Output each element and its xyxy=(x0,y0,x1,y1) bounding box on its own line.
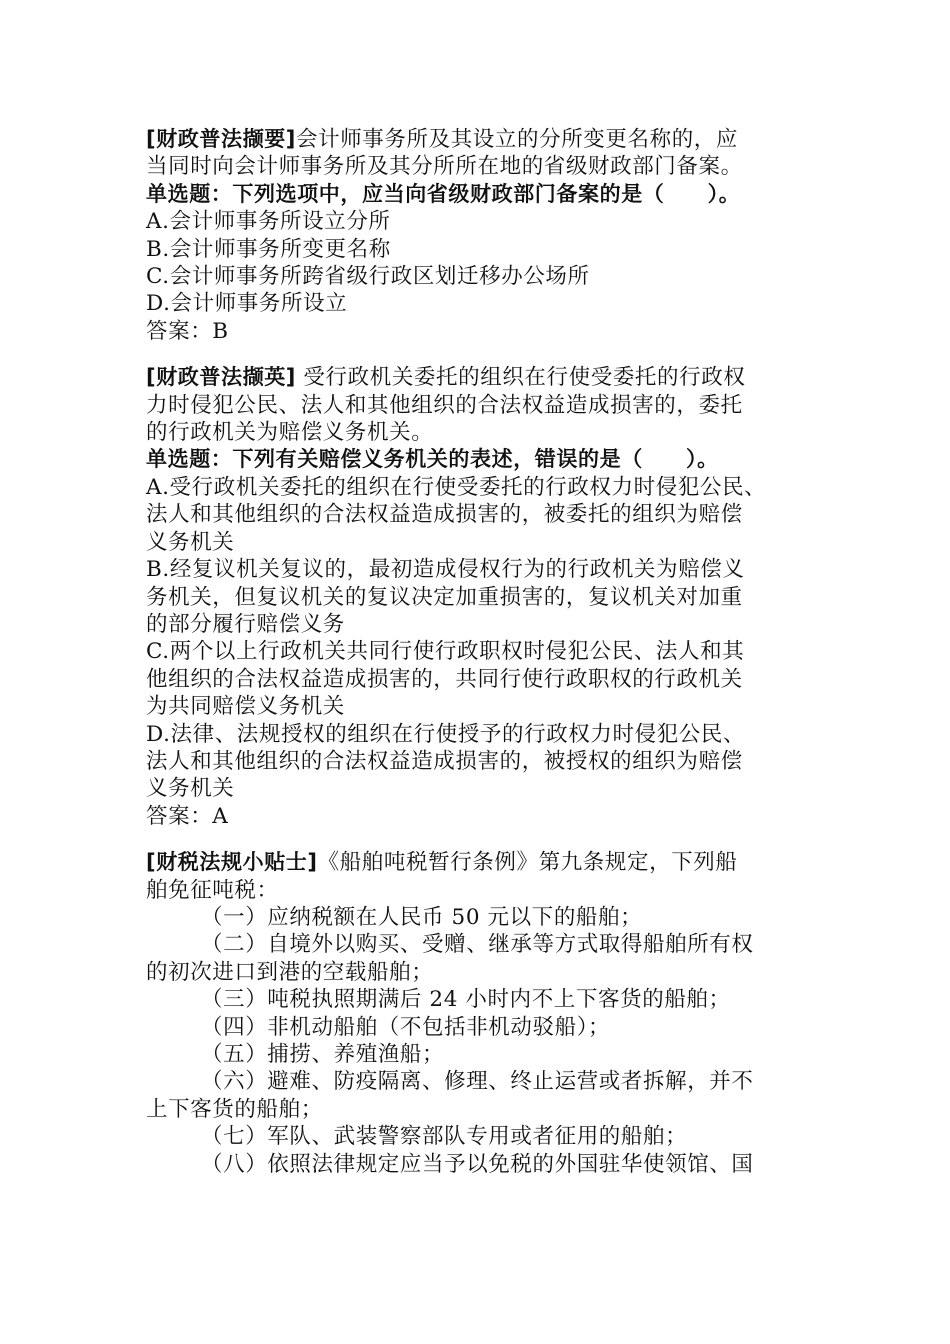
section2-option-line: 法人和其他组织的合法权益造成损害的，被授权的组织为赔偿 xyxy=(146,748,743,774)
section2-intro-1: 受行政机关委托的组织在行使受委托的行政权 xyxy=(296,365,746,391)
section2-option-line: 为共同赔偿义务机关 xyxy=(146,694,345,720)
section3-intro-2: 舶免征吨税： xyxy=(146,877,279,903)
section2-option-line: 他组织的合法权益造成损害的，共同行使行政职权的行政机关 xyxy=(146,666,743,692)
section1-option-a: A.会计师事务所设立分所 xyxy=(146,209,391,235)
section3-intro-1: 《船舶吨税暂行条例》第九条规定，下列船 xyxy=(317,850,738,876)
section2-option-line: D.法律、法规授权的组织在行使授予的行政权力时侵犯公民、 xyxy=(146,721,746,747)
section1-option-d: D.会计师事务所设立 xyxy=(146,291,348,317)
section2-option-line: B.经复议机关复议的，最初造成侵权行为的行政机关为赔偿义 xyxy=(146,557,745,583)
section2-option-line: 义务机关 xyxy=(146,776,235,802)
section2-intro-3: 的行政机关为赔偿义务机关。 xyxy=(146,420,434,446)
section3-item: （三）吨税执照期满后 24 小时内不上下客货的船舶； xyxy=(201,987,731,1013)
section2-tag: [财政普法撷英] xyxy=(146,365,296,390)
section1-intro-2: 当同时向会计师事务所及其分所所在地的省级财政部门备案。 xyxy=(146,154,743,180)
section3-item: （一）应纳税额在人民币 50 元以下的船舶； xyxy=(201,904,643,930)
section2-question: 单选题：下列有关赔偿义务机关的表述，错误的是（ ）。 xyxy=(146,447,719,472)
section2-intro-2: 力时侵犯公民、法人和其他组织的合法权益造成损害的，委托 xyxy=(146,392,743,418)
section1-tag: [财政普法撷要] xyxy=(146,127,296,151)
section2-option-line: 法人和其他组织的合法权益造成损害的，被委托的组织为赔偿 xyxy=(146,502,743,528)
section1-option-c: C.会计师事务所跨省级行政区划迁移办公场所 xyxy=(146,264,590,290)
section3-item: （二）自境外以购买、受赠、继承等方式取得船舶所有权 xyxy=(201,932,754,958)
section3-item: 的初次进口到港的空载船舶； xyxy=(146,959,434,985)
section3-item: （八）依照法律规定应当予以免税的外国驻华使领馆、国 xyxy=(201,1151,754,1177)
document-page xyxy=(146,126,806,1178)
section3-item: （四）非机动船舶（不包括非机动驳船）； xyxy=(201,1014,611,1040)
section3-item: （六）避难、防疫隔离、修理、终止运营或者拆解，并不 xyxy=(201,1069,754,1095)
section1-question: 单选题：下列选项中，应当向省级财政部门备案的是（ ）。 xyxy=(146,181,741,206)
section2-option-line: 义务机关 xyxy=(146,529,235,555)
section3-item: （五）捕捞、养殖渔船； xyxy=(201,1042,445,1067)
section1-answer: 答案：B xyxy=(146,318,229,344)
section2-option-line: 的部分履行赔偿义务 xyxy=(146,611,345,637)
section-gap xyxy=(146,830,806,849)
section3-item: 上下客货的船舶； xyxy=(146,1096,323,1122)
section2-option-line: C.两个以上行政机关共同行使行政职权时侵犯公民、法人和其 xyxy=(146,639,745,665)
section3-item: （七）军队、武装警察部队专用或者征用的船舶； xyxy=(201,1124,688,1150)
section3-tag: [财税法规小贴士] xyxy=(146,850,318,875)
section2-option-line: A.受行政机关委托的组织在行使受委托的行政权力时侵犯公民、 xyxy=(146,474,767,500)
section3-line-1 xyxy=(146,849,806,876)
section2-option-line: 务机关，但复议机关的复议决定加重损害的，复议机关对加重 xyxy=(146,584,743,610)
section1-intro-1: 会计师事务所及其设立的分所变更名称的，应 xyxy=(296,127,739,152)
section1-line-1 xyxy=(146,126,806,153)
section2-answer: 答案：A xyxy=(146,803,229,829)
section1-option-b: B.会计师事务所变更名称 xyxy=(146,236,391,262)
section-gap xyxy=(146,345,806,364)
section2-line-1 xyxy=(146,364,806,391)
